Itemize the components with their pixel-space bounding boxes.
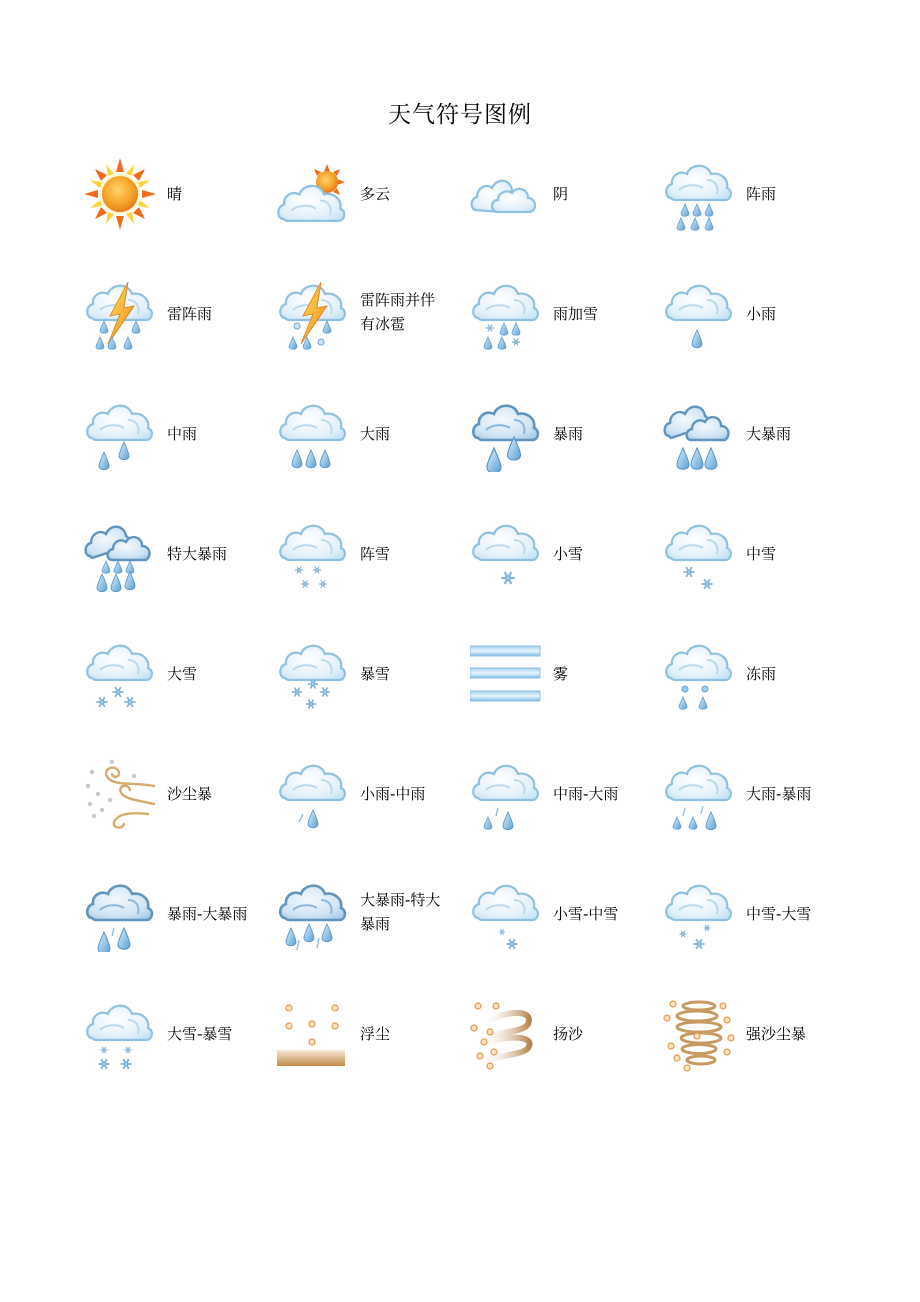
legend-item-thundershower-hail: [277, 276, 467, 352]
heavy-snow-to-snowstorm-icon: [84, 996, 156, 1072]
legend-item-heavy-snow-to-snowstorm: [84, 996, 274, 1072]
legend-label: 雨加雪: [553, 305, 599, 323]
legend-item-storm: [470, 396, 660, 472]
legend-label: 强沙尘暴: [746, 1025, 807, 1043]
legend-item-storm-to-heavy-storm: [84, 876, 274, 952]
legend-label: 晴: [167, 185, 183, 203]
heavy-rain-to-storm-icon: [663, 756, 735, 832]
legend-item-freezing-rain: [663, 636, 853, 712]
moderate-to-heavy-rain-icon: [470, 756, 542, 832]
moderate-snow-icon: [663, 516, 735, 592]
severe-storm-icon: [84, 516, 156, 592]
legend-label-wrapped: [360, 888, 460, 936]
overcast-icon: [470, 156, 542, 232]
light-to-moderate-rain-icon: [277, 756, 349, 832]
legend-item-shower: [663, 156, 853, 232]
legend-item-partly-cloudy: [277, 156, 467, 232]
legend-item-moderate-rain: [84, 396, 274, 472]
legend-item-sunny: [84, 156, 274, 232]
legend-item-fog: [470, 636, 660, 712]
partly-cloudy-icon: [277, 156, 349, 232]
legend-label: 浮尘: [360, 1025, 391, 1043]
heavy-snow-icon: [84, 636, 156, 712]
legend-label-line-2: 暴雨: [360, 915, 391, 933]
moderate-rain-icon: [84, 396, 156, 472]
legend-label: 暴雪: [360, 665, 391, 683]
legend-label: 阵雪: [360, 545, 391, 563]
legend-item-severe-storm: [84, 516, 274, 592]
legend-label: 大雪-暴雪: [167, 1025, 233, 1043]
heavy-storm-to-severe-storm-icon: [277, 876, 349, 952]
light-to-moderate-snow-icon: [470, 876, 542, 952]
legend-item-sandstorm: [84, 756, 274, 832]
legend-label: 暴雨: [553, 425, 584, 443]
legend-label: 小雨-中雨: [360, 785, 426, 803]
legend-item-light-to-moderate-rain: [277, 756, 467, 832]
legend-label: 暴雨-大暴雨: [167, 905, 248, 923]
legend-label: 大雨-暴雨: [746, 785, 812, 803]
sunny-icon: [84, 156, 156, 232]
legend-label: 雾: [553, 665, 569, 683]
legend-label: 大雪: [167, 665, 198, 683]
legend-label-line-2: 有冰雹: [360, 315, 406, 333]
legend-item-light-to-moderate-snow: [470, 876, 660, 952]
legend-item-heavy-snow: [84, 636, 274, 712]
legend-item-light-snow: [470, 516, 660, 592]
legend-label: 冻雨: [746, 665, 777, 683]
light-snow-icon: [470, 516, 542, 592]
legend-item-severe-sandstorm: [663, 996, 853, 1072]
legend-label: 小雪-中雪: [553, 905, 619, 923]
legend-item-blowing-sand: [470, 996, 660, 1072]
heavy-rain-icon: [277, 396, 349, 472]
legend-label: 中雪: [746, 545, 777, 563]
fog-icon: [470, 636, 542, 712]
legend-item-snow-flurry: [277, 516, 467, 592]
legend-item-heavy-rain-to-storm: [663, 756, 853, 832]
legend-item-heavy-rain: [277, 396, 467, 472]
legend-item-sleet: [470, 276, 660, 352]
legend-label: 小雨: [746, 305, 777, 323]
sleet-icon: [470, 276, 542, 352]
storm-to-heavy-storm-icon: [84, 876, 156, 952]
legend-item-floating-dust: [277, 996, 467, 1072]
legend-item-heavy-storm: [663, 396, 853, 472]
legend-label: 大暴雨: [746, 425, 792, 443]
legend-item-moderate-snow: [663, 516, 853, 592]
legend-item-thundershower: [84, 276, 274, 352]
moderate-to-heavy-snow-icon: [663, 876, 735, 952]
snowstorm-icon: [277, 636, 349, 712]
legend-item-moderate-to-heavy-snow: [663, 876, 853, 952]
legend-item-light-rain: [663, 276, 853, 352]
light-rain-icon: [663, 276, 735, 352]
legend-item-moderate-to-heavy-rain: [470, 756, 660, 832]
legend-label: 中雪-大雪: [746, 905, 812, 923]
heavy-storm-icon: [663, 396, 735, 472]
legend-label: 阴: [553, 185, 569, 203]
thundershower-hail-icon: [277, 276, 349, 352]
legend-item-overcast: [470, 156, 660, 232]
blowing-sand-icon: [470, 996, 542, 1072]
legend-label: 中雨-大雨: [553, 785, 619, 803]
freezing-rain-icon: [663, 636, 735, 712]
severe-sandstorm-icon: [663, 996, 735, 1072]
legend-label: 小雪: [553, 545, 584, 563]
snow-flurry-icon: [277, 516, 349, 592]
legend-item-heavy-storm-to-severe-storm: [277, 876, 467, 952]
legend-item-snowstorm: [277, 636, 467, 712]
legend-label-line-1: 雷阵雨并伴: [360, 291, 436, 309]
legend-label: 阵雨: [746, 185, 777, 203]
storm-icon: [470, 396, 542, 472]
legend-label: 沙尘暴: [167, 785, 213, 803]
legend-label: 特大暴雨: [167, 545, 228, 563]
legend-label: 大雨: [360, 425, 391, 443]
page-title: 天气符号图例: [388, 102, 532, 128]
legend-label: 中雨: [167, 425, 198, 443]
legend-label-line-1: 大暴雨-特大: [360, 891, 441, 909]
legend-label: 多云: [360, 185, 391, 203]
legend-label: 雷阵雨: [167, 305, 213, 323]
thundershower-icon: [84, 276, 156, 352]
floating-dust-icon: [277, 996, 349, 1072]
legend-label-wrapped: [360, 288, 460, 336]
legend-label: 扬沙: [553, 1025, 584, 1043]
sandstorm-icon: [84, 756, 156, 832]
shower-icon: [663, 156, 735, 232]
